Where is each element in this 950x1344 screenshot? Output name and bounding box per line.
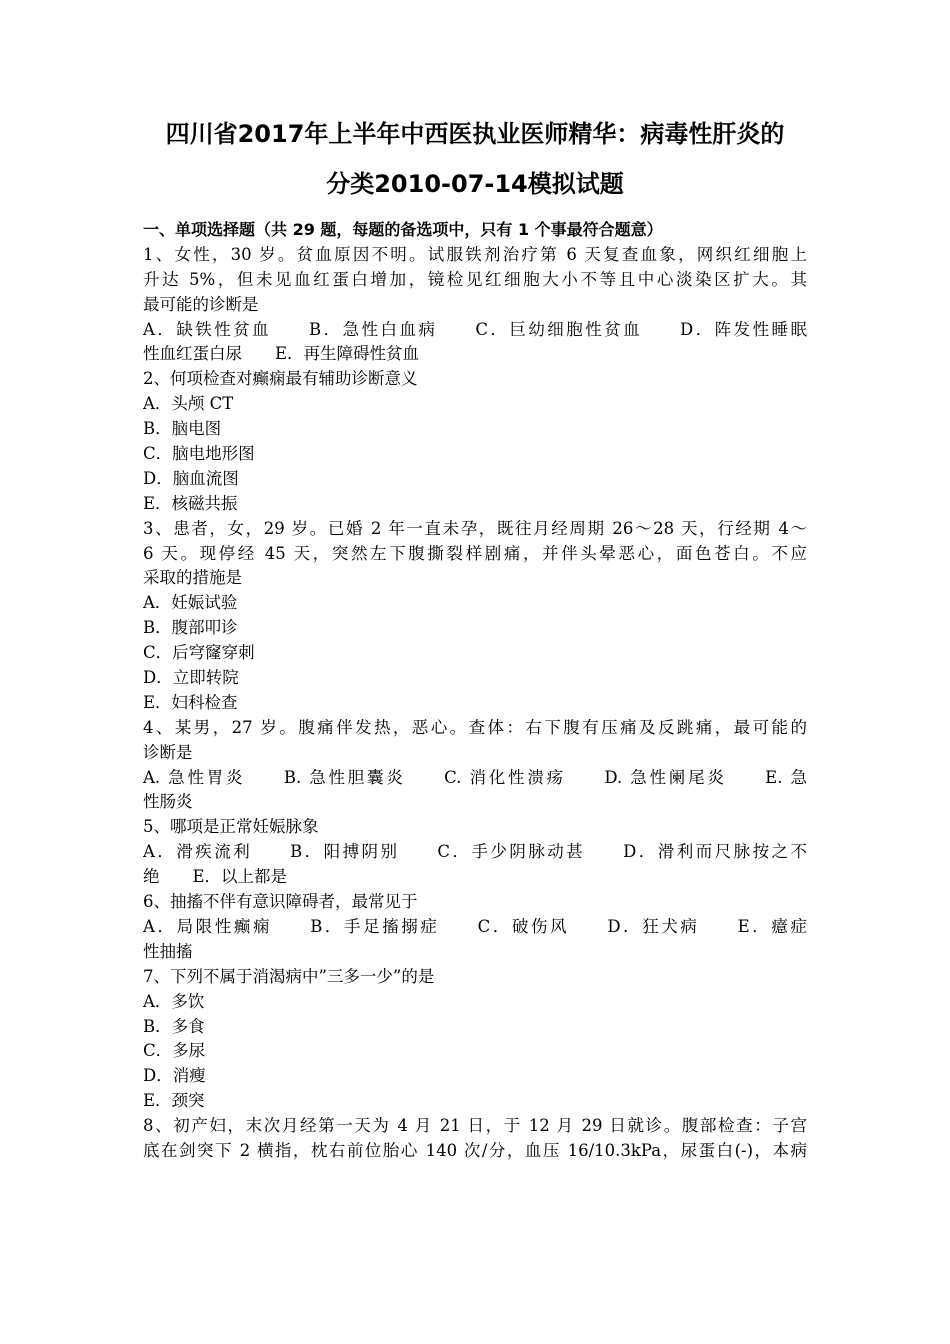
text-line: 8、初产妇，末次月经第一天为 4 月 21 日，于 12 月 29 日就诊。腹部检查：子宫	[143, 1116, 807, 1136]
text-line: B．多食	[143, 1016, 205, 1036]
text-line: 2、何项检查对癫痫最有辅助诊断意义	[143, 369, 418, 389]
text-line: A．局限性癫痫 B．手足搐搦症 C．破伤风 D．狂犬病 E．癔症	[143, 916, 807, 936]
document-title-line-1: 四川省2017年上半年中西医执业医师精华：病毒性肝炎的	[165, 120, 785, 148]
text-line: 7、下列不属于消渴病中”三多一少”的是	[143, 966, 435, 986]
text-line: 6、抽搐不伴有意识障碍者，最常见于	[143, 892, 418, 912]
text-line: D．消瘦	[143, 1066, 206, 1086]
text-line: 4、某男，27 岁。腹痛伴发热，恶心。查体：右下腹有压痛及反跳痛，最可能的	[143, 717, 807, 737]
text-line: B．腹部叩诊	[143, 618, 238, 638]
text-line: 5、哪项是正常妊娠脉象	[143, 817, 319, 837]
text-line: 3、患者，女，29 岁。已婚 2 年一直未孕，既往月经周期 26～28 天，行经期 4～	[143, 518, 807, 538]
document-body	[143, 218, 807, 1164]
text-line: D．立即转院	[143, 668, 239, 688]
text-line: D．脑血流图	[143, 468, 239, 488]
text-line: 性肠炎	[143, 792, 193, 812]
text-line: C．后穹窿穿刺	[143, 643, 255, 663]
text-line: A．滑疾流利 B．阳搏阴别 C．手少阴脉动甚 D．滑利而尺脉按之不	[143, 842, 807, 862]
text-line: A. 急性胃炎 B. 急性胆囊炎 C. 消化性溃疡 D. 急性阑尾炎 E. 急	[143, 767, 807, 787]
text-line: C．多尿	[143, 1041, 206, 1061]
text-line: A．多饮	[143, 991, 205, 1011]
text-line: 绝 E．以上都是	[143, 867, 288, 887]
text-line: E．妇科检查	[143, 692, 238, 712]
text-line: 6 天。现停经 45 天，突然左下腹撕裂样剧痛，并伴头晕恶心，面色苍白。不应	[143, 543, 807, 563]
text-line: 采取的措施是	[143, 568, 242, 588]
text-line: E．颈突	[143, 1091, 205, 1111]
text-line: B．脑电图	[143, 419, 222, 439]
text-line: 诊断是	[143, 742, 193, 762]
text-line: 升达 5%，但未见血红蛋白增加，镜检见红细胞大小不等且中心淡染区扩大。其	[143, 269, 807, 289]
text-line: A．妊娠试验	[143, 593, 238, 613]
text-line: E．核磁共振	[143, 493, 238, 513]
text-line: 最可能的诊断是	[143, 294, 259, 314]
text-line: 性血红蛋白尿 E．再生障碍性贫血	[143, 344, 420, 364]
text-line: A．头颅 CT	[143, 394, 234, 414]
text-line: 性抽搐	[143, 941, 193, 961]
document-title-line-2: 分类2010-07-14模拟试题	[326, 170, 624, 198]
text-line: C．脑电地形图	[143, 444, 255, 464]
section-heading: 一、单项选择题（共 29 题，每题的备选项中，只有 1 个事最符合题意）	[143, 220, 663, 239]
text-line: 1、女性，30 岁。贫血原因不明。试服铁剂治疗第 6 天复查血象，网织红细胞上	[143, 244, 807, 264]
text-line: A．缺铁性贫血 B．急性白血病 C．巨幼细胞性贫血 D．阵发性睡眠	[143, 319, 807, 339]
text-line: 底在剑突下 2 横指，枕右前位胎心 140 次/分，血压 16/10.3kPa，尿蛋白(-)，本病	[143, 1140, 807, 1160]
